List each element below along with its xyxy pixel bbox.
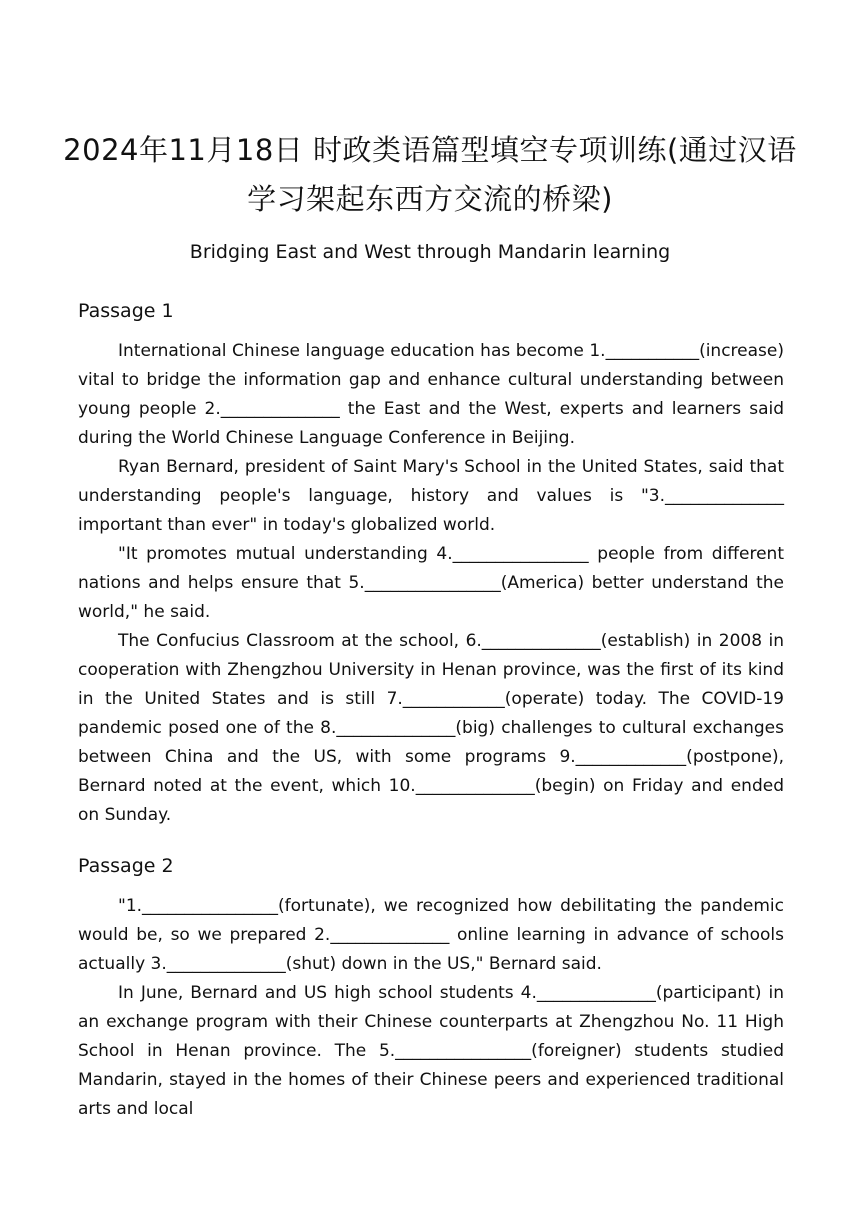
- passage-2-paragraph-1: "1.________________(fortunate), we recognized how debilitating the pandemic would be, so we prepared 2.______________ online learning in advance of schools actually 3.______________(shut) down in the US," Bernard said.: [78, 896, 784, 974]
- passage-1-paragraph-4: The Confucius Classroom at the school, 6.______________(establish) in 2008 in cooperation with Zhengzhou University in Henan province, was the first of its kind in the United States and is still 7.____________(operate) today. The COVID-19 pandemic posed one of the 8.______________(big) challenges to cultural exchanges between China and the US, with some programs 9._____________(postpone), Bernard noted at the event, which 10.______________(begin) on Friday and ended on Sunday.: [78, 631, 784, 825]
- passage-1-heading: Passage 1: [78, 300, 174, 322]
- passage-2: [78, 852, 784, 1124]
- passage-1-paragraph-2: Ryan Bernard, president of Saint Mary's School in the United States, said that understanding people's language, history and values is "3.______________ important than ever" in today's globalized world.: [78, 457, 784, 535]
- passage-1: [78, 297, 784, 830]
- passage-2-heading: Passage 2: [78, 855, 174, 877]
- document-subtitle: Bridging East and West through Mandarin learning: [189, 241, 671, 263]
- document-title: 2024年11月18日 时政类语篇型填空专项训练(通过汉语学习架起东西方交流的桥梁): [63, 133, 797, 216]
- passage-1-paragraph-3: "It promotes mutual understanding 4.________________ people from different nations and helps ensure that 5.________________(America) better understand the world," he said.: [78, 544, 784, 622]
- passage-2-paragraph-2: In June, Bernard and US high school students 4.______________(participant) in an exchange program with their Chinese counterparts at Zhengzhou No. 11 High School in Henan province. The 5.________________(foreigner) students studied Mandarin, stayed in the homes of their Chinese peers and experienced traditional arts and local: [78, 983, 784, 1119]
- passage-1-paragraph-1: International Chinese language education has become 1.___________(increase) vital to bridge the information gap and enhance cultural understanding between young people 2.______________ the East and the West, experts and learners said during the World Chinese Language Conference in Beijing.: [78, 341, 784, 448]
